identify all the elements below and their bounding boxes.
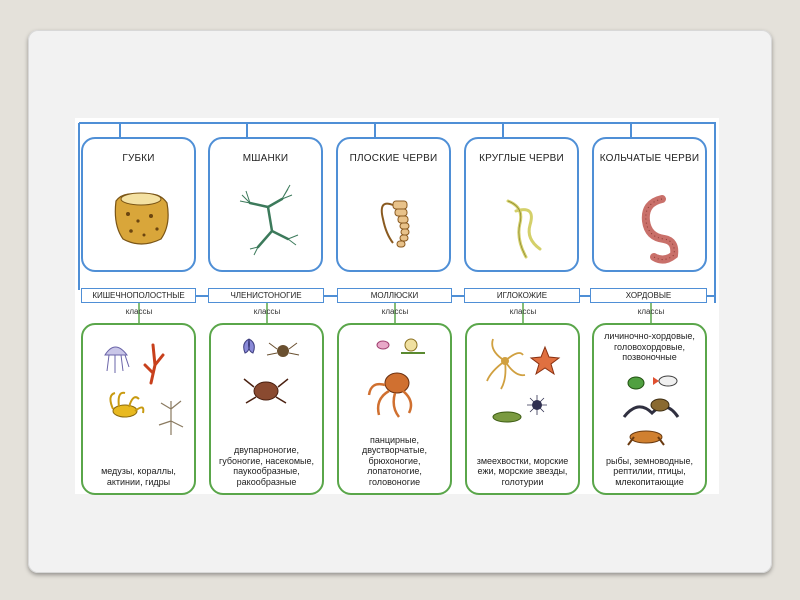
group-box-mollusks [337, 323, 452, 495]
bryozoan-icon [210, 139, 325, 274]
group-bar-arthropods: ЧЛЕНИСТОНОГИЕ [208, 288, 324, 303]
classification-diagram [75, 118, 719, 494]
group-box-chordates [592, 323, 707, 495]
classes-label: классы [125, 307, 153, 316]
group-box-echinoderms [465, 323, 580, 495]
phylum-box-bryozoans [208, 137, 323, 272]
group-bar-mollusks: МОЛЛЮСКИ [337, 288, 452, 303]
classes-label: классы [253, 307, 281, 316]
classes-label: классы [381, 307, 409, 316]
group-bar-echinoderms: ИГЛОКОЖИЕ [464, 288, 580, 303]
earthworm-icon [594, 139, 709, 274]
phylum-title: КРУГЛЫЕ ЧЕРВИ [479, 153, 564, 164]
group-box-coelenterates [81, 323, 196, 495]
group-examples-top: личиночно-хордовые, головохордовые, позвоночные [604, 331, 695, 362]
phylum-title: МШАНКИ [242, 153, 289, 164]
sponge-icon [83, 139, 198, 274]
flatworm-icon [338, 139, 453, 274]
phylum-title: ПЛОСКИЕ ЧЕРВИ [349, 153, 438, 164]
group-examples: змеехвостки, морские ежи, морские звезды, голотурии [476, 455, 569, 487]
group-examples: панцирные, двустворчатые, брюхоногие, лопатоногие, головоногие [362, 434, 427, 487]
group-bar-chordates: ХОРДОВЫЕ [590, 288, 707, 303]
phylum-box-annelids [592, 137, 707, 272]
classes-label: классы [637, 307, 665, 316]
roundworm-icon [466, 139, 581, 274]
phylum-box-roundworms [464, 137, 579, 272]
group-examples: двупарноногие, губоногие, насекомые, паукообразные, ракообразные [218, 445, 315, 487]
phylum-box-sponges [81, 137, 196, 272]
group-box-arthropods [209, 323, 324, 495]
phylum-title: КОЛЬЧАТЫЕ ЧЕРВИ [599, 153, 700, 164]
group-examples: рыбы, земноводные, рептилии, птицы, млекопитающие [606, 455, 693, 487]
group-examples: медузы, кораллы, актинии, гидры [101, 466, 176, 487]
phylum-title: ГУБКИ [122, 153, 155, 164]
phylum-box-flatworms [336, 137, 451, 272]
classes-label: классы [509, 307, 537, 316]
group-bar-coelenterates: КИШЕЧНОПОЛОСТНЫЕ [81, 288, 196, 303]
